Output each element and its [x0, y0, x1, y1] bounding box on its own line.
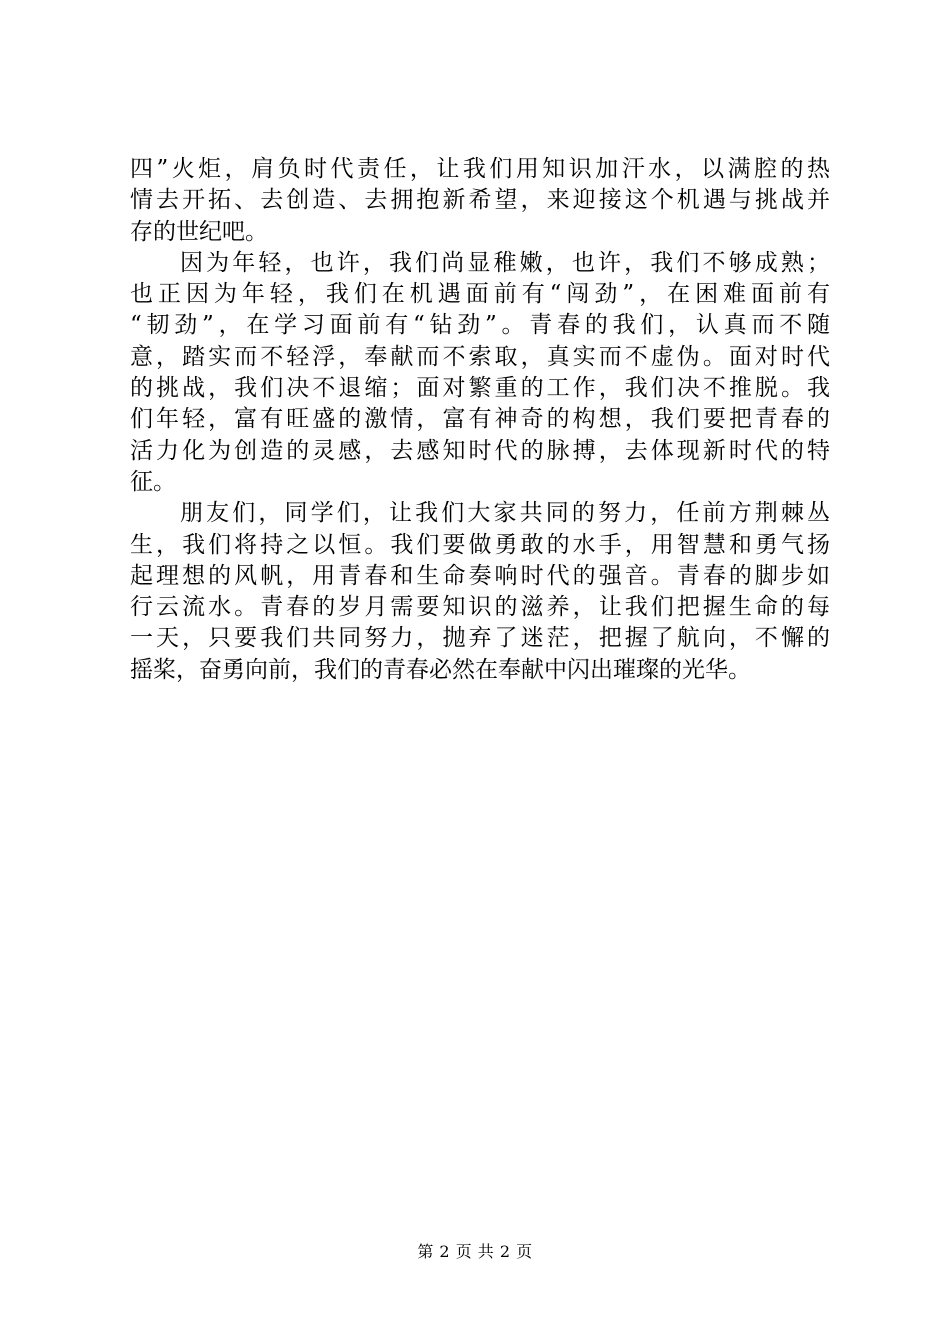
paragraph-1	[130, 154, 830, 248]
paragraph-3	[130, 498, 830, 686]
text-line: 摇桨，奋勇向前，我们的青春必然在奉献中闪出璀璨的光华。	[130, 656, 751, 683]
document-body	[130, 154, 830, 686]
page-footer	[0, 1242, 950, 1262]
text-line: 行云流水。青春的岁月需要知识的滋养，让我们把握生命的每	[130, 594, 830, 621]
text-line: 情去开拓、去创造、去拥抱新希望，来迎接这个机遇与挑战并	[130, 187, 830, 214]
paragraph-2	[130, 248, 830, 498]
text-line: 四”火炬，肩负时代责任，让我们用知识加汗水，以满腔的热	[130, 156, 830, 182]
text-line: 们年轻，富有旺盛的激情，富有神奇的构想，我们要把青春的	[130, 406, 830, 433]
text-line: 生，我们将持之以恒。我们要做勇敢的水手，用智慧和勇气扬	[130, 531, 830, 558]
text-line: 活力化为创造的灵感，去感知时代的脉搏，去体现新时代的特	[130, 437, 830, 464]
text-line: 一天，只要我们共同努力，抛弃了迷茫，把握了航向，不懈的	[130, 625, 830, 652]
text-line: 的挑战，我们决不退缩；面对繁重的工作，我们决不推脱。我	[130, 375, 830, 402]
text-line: 也正因为年轻，我们在机遇面前有“闯劲”，在困难面前有	[130, 281, 830, 308]
page-number-label: 第 2 页 共 2 页	[417, 1242, 533, 1261]
text-line: 朋友们，同学们，让我们大家共同的努力，任前方荆棘丛	[180, 500, 830, 527]
text-line: 存的世纪吧。	[130, 218, 268, 245]
text-line: 起理想的风帆，用青春和生命奏响时代的强音。青春的脚步如	[130, 562, 830, 589]
text-line: “韧劲”，在学习面前有“钻劲”。青春的我们，认真而不随	[130, 312, 830, 339]
text-line: 因为年轻，也许，我们尚显稚嫩，也许，我们不够成熟；	[180, 249, 830, 276]
text-line: 征。	[130, 468, 176, 495]
text-line: 意，踏实而不轻浮，奉献而不索取，真实而不虚伪。面对时代	[130, 343, 830, 370]
